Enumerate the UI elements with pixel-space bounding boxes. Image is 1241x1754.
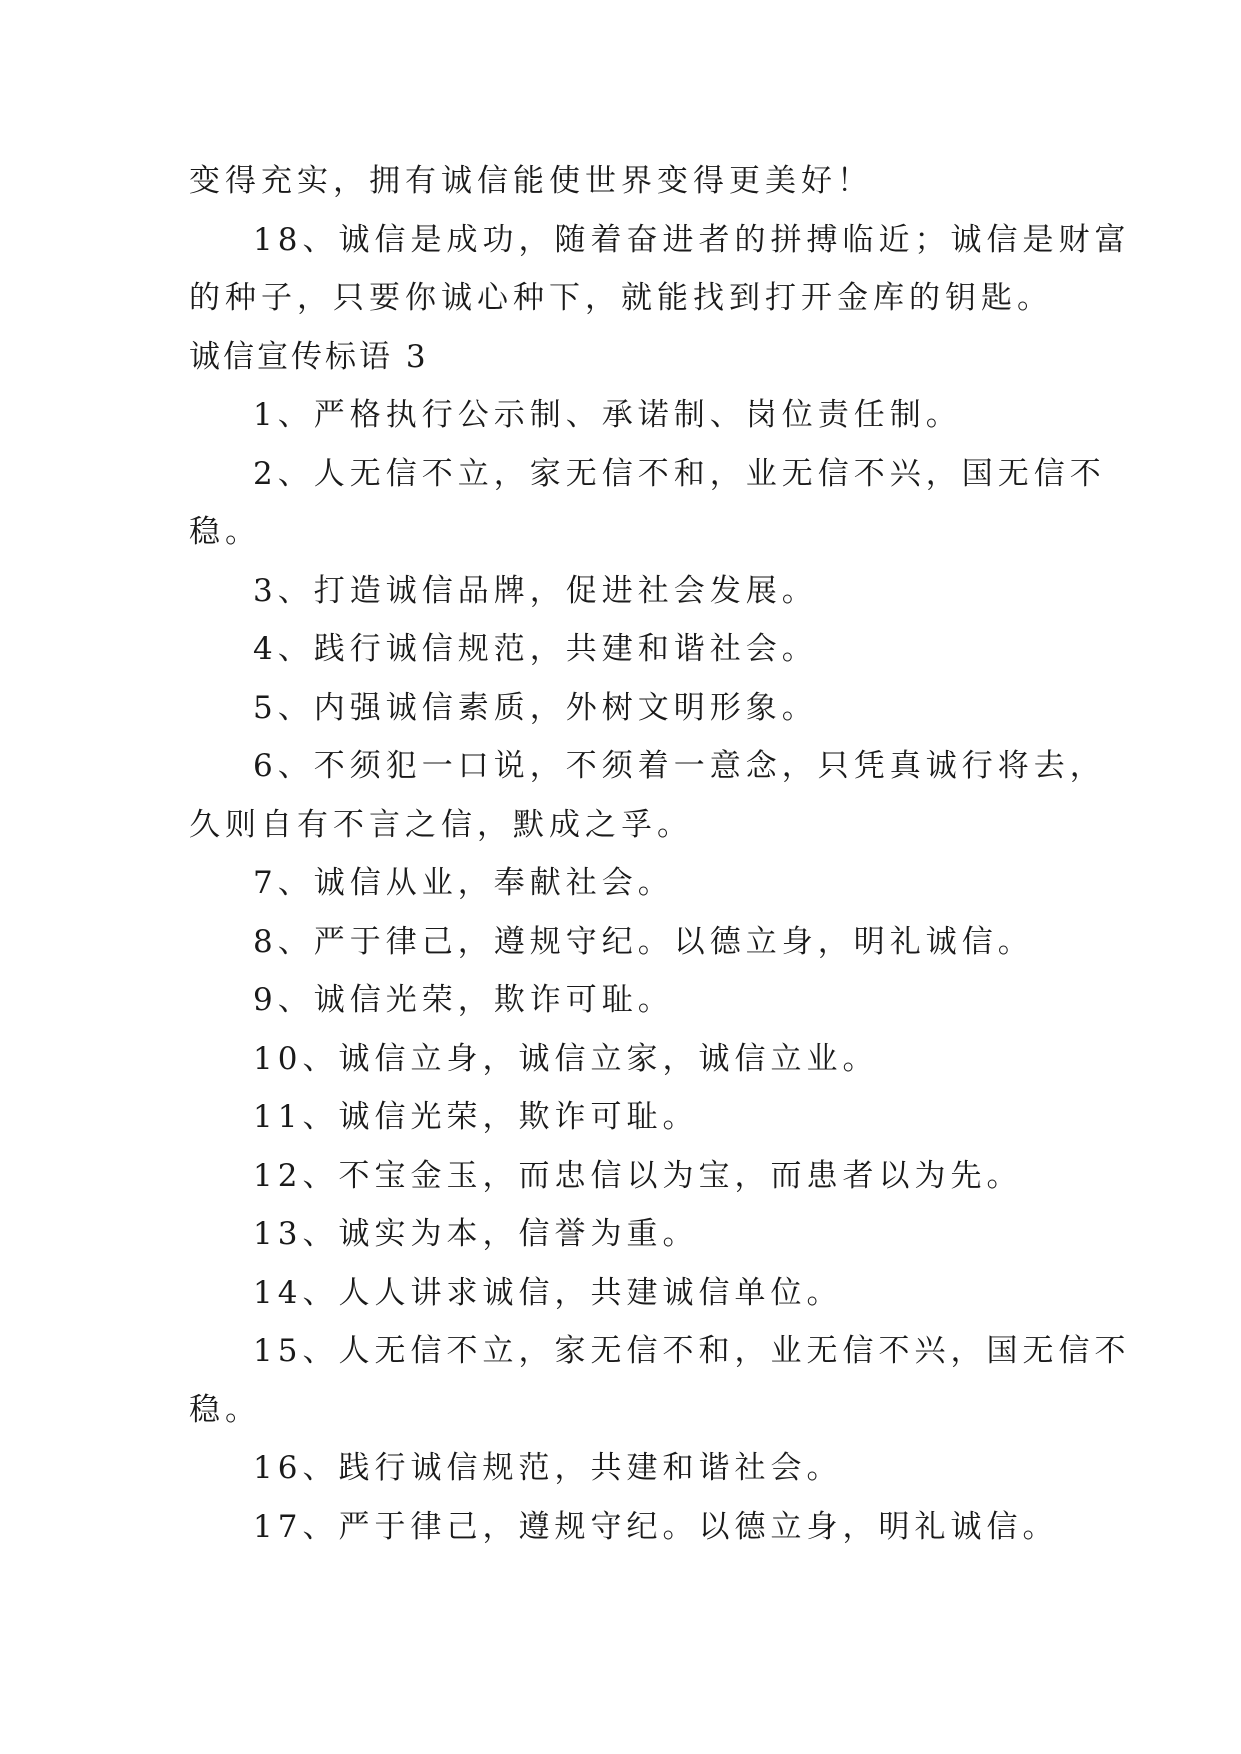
list-item-9: 9、诚信光荣，欺诈可耻。 bbox=[253, 982, 674, 1018]
list-item-1: 1、严格执行公示制、承诺制、岗位责任制。 bbox=[253, 397, 962, 433]
list-item-18-line2: 的种子，只要你诚心种下，就能找到打开金库的钥匙。 bbox=[189, 280, 1053, 316]
section-title: 诚信宣传标语 3 bbox=[189, 338, 429, 375]
list-item-6-line2: 久则自有不言之信，默成之孚。 bbox=[189, 806, 693, 843]
document-page bbox=[189, 152, 1131, 1556]
list-item-15-line1: 15、人无信不立，家无信不和，业无信不兴，国无信不 bbox=[253, 1333, 1131, 1369]
list-item-10: 10、诚信立身，诚信立家，诚信立业。 bbox=[253, 1040, 879, 1077]
list-item-3: 3、打造诚信品牌，促进社会发展。 bbox=[253, 572, 818, 609]
list-item-8: 8、严于律己，遵规守纪。以德立身，明礼诚信。 bbox=[253, 923, 1034, 960]
list-item-2-line2: 稳。 bbox=[189, 514, 261, 550]
list-item-17: 17、严于律己，遵规守纪。以德立身，明礼诚信。 bbox=[253, 1508, 1059, 1545]
list-item-13: 13、诚实为本，信誉为重。 bbox=[253, 1216, 699, 1252]
list-item-11: 11、诚信光荣，欺诈可耻。 bbox=[253, 1099, 699, 1135]
list-item-4: 4、践行诚信规范，共建和谐社会。 bbox=[253, 631, 818, 667]
list-item-2-line1: 2、人无信不立，家无信不和，业无信不兴，国无信不 bbox=[253, 455, 1106, 492]
list-item-6-line1: 6、不须犯一口说，不须着一意念，只凭真诚行将去， bbox=[253, 748, 1106, 784]
list-item-18-line1: 18、诚信是成功，随着奋进者的拼搏临近；诚信是财富 bbox=[253, 221, 1131, 258]
list-item-12: 12、不宝金玉，而忠信以为宝，而患者以为先。 bbox=[253, 1157, 1023, 1194]
list-item-7: 7、诚信从业，奉献社会。 bbox=[253, 865, 674, 901]
list-item-5: 5、内强诚信素质，外树文明形象。 bbox=[253, 689, 818, 726]
list-item-14: 14、人人讲求诚信，共建诚信单位。 bbox=[253, 1274, 843, 1311]
list-item-15-line2: 稳。 bbox=[189, 1391, 261, 1428]
list-item-16: 16、践行诚信规范，共建和谐社会。 bbox=[253, 1450, 843, 1486]
continuation-line: 变得充实，拥有诚信能使世界变得更美好！ bbox=[189, 163, 873, 199]
